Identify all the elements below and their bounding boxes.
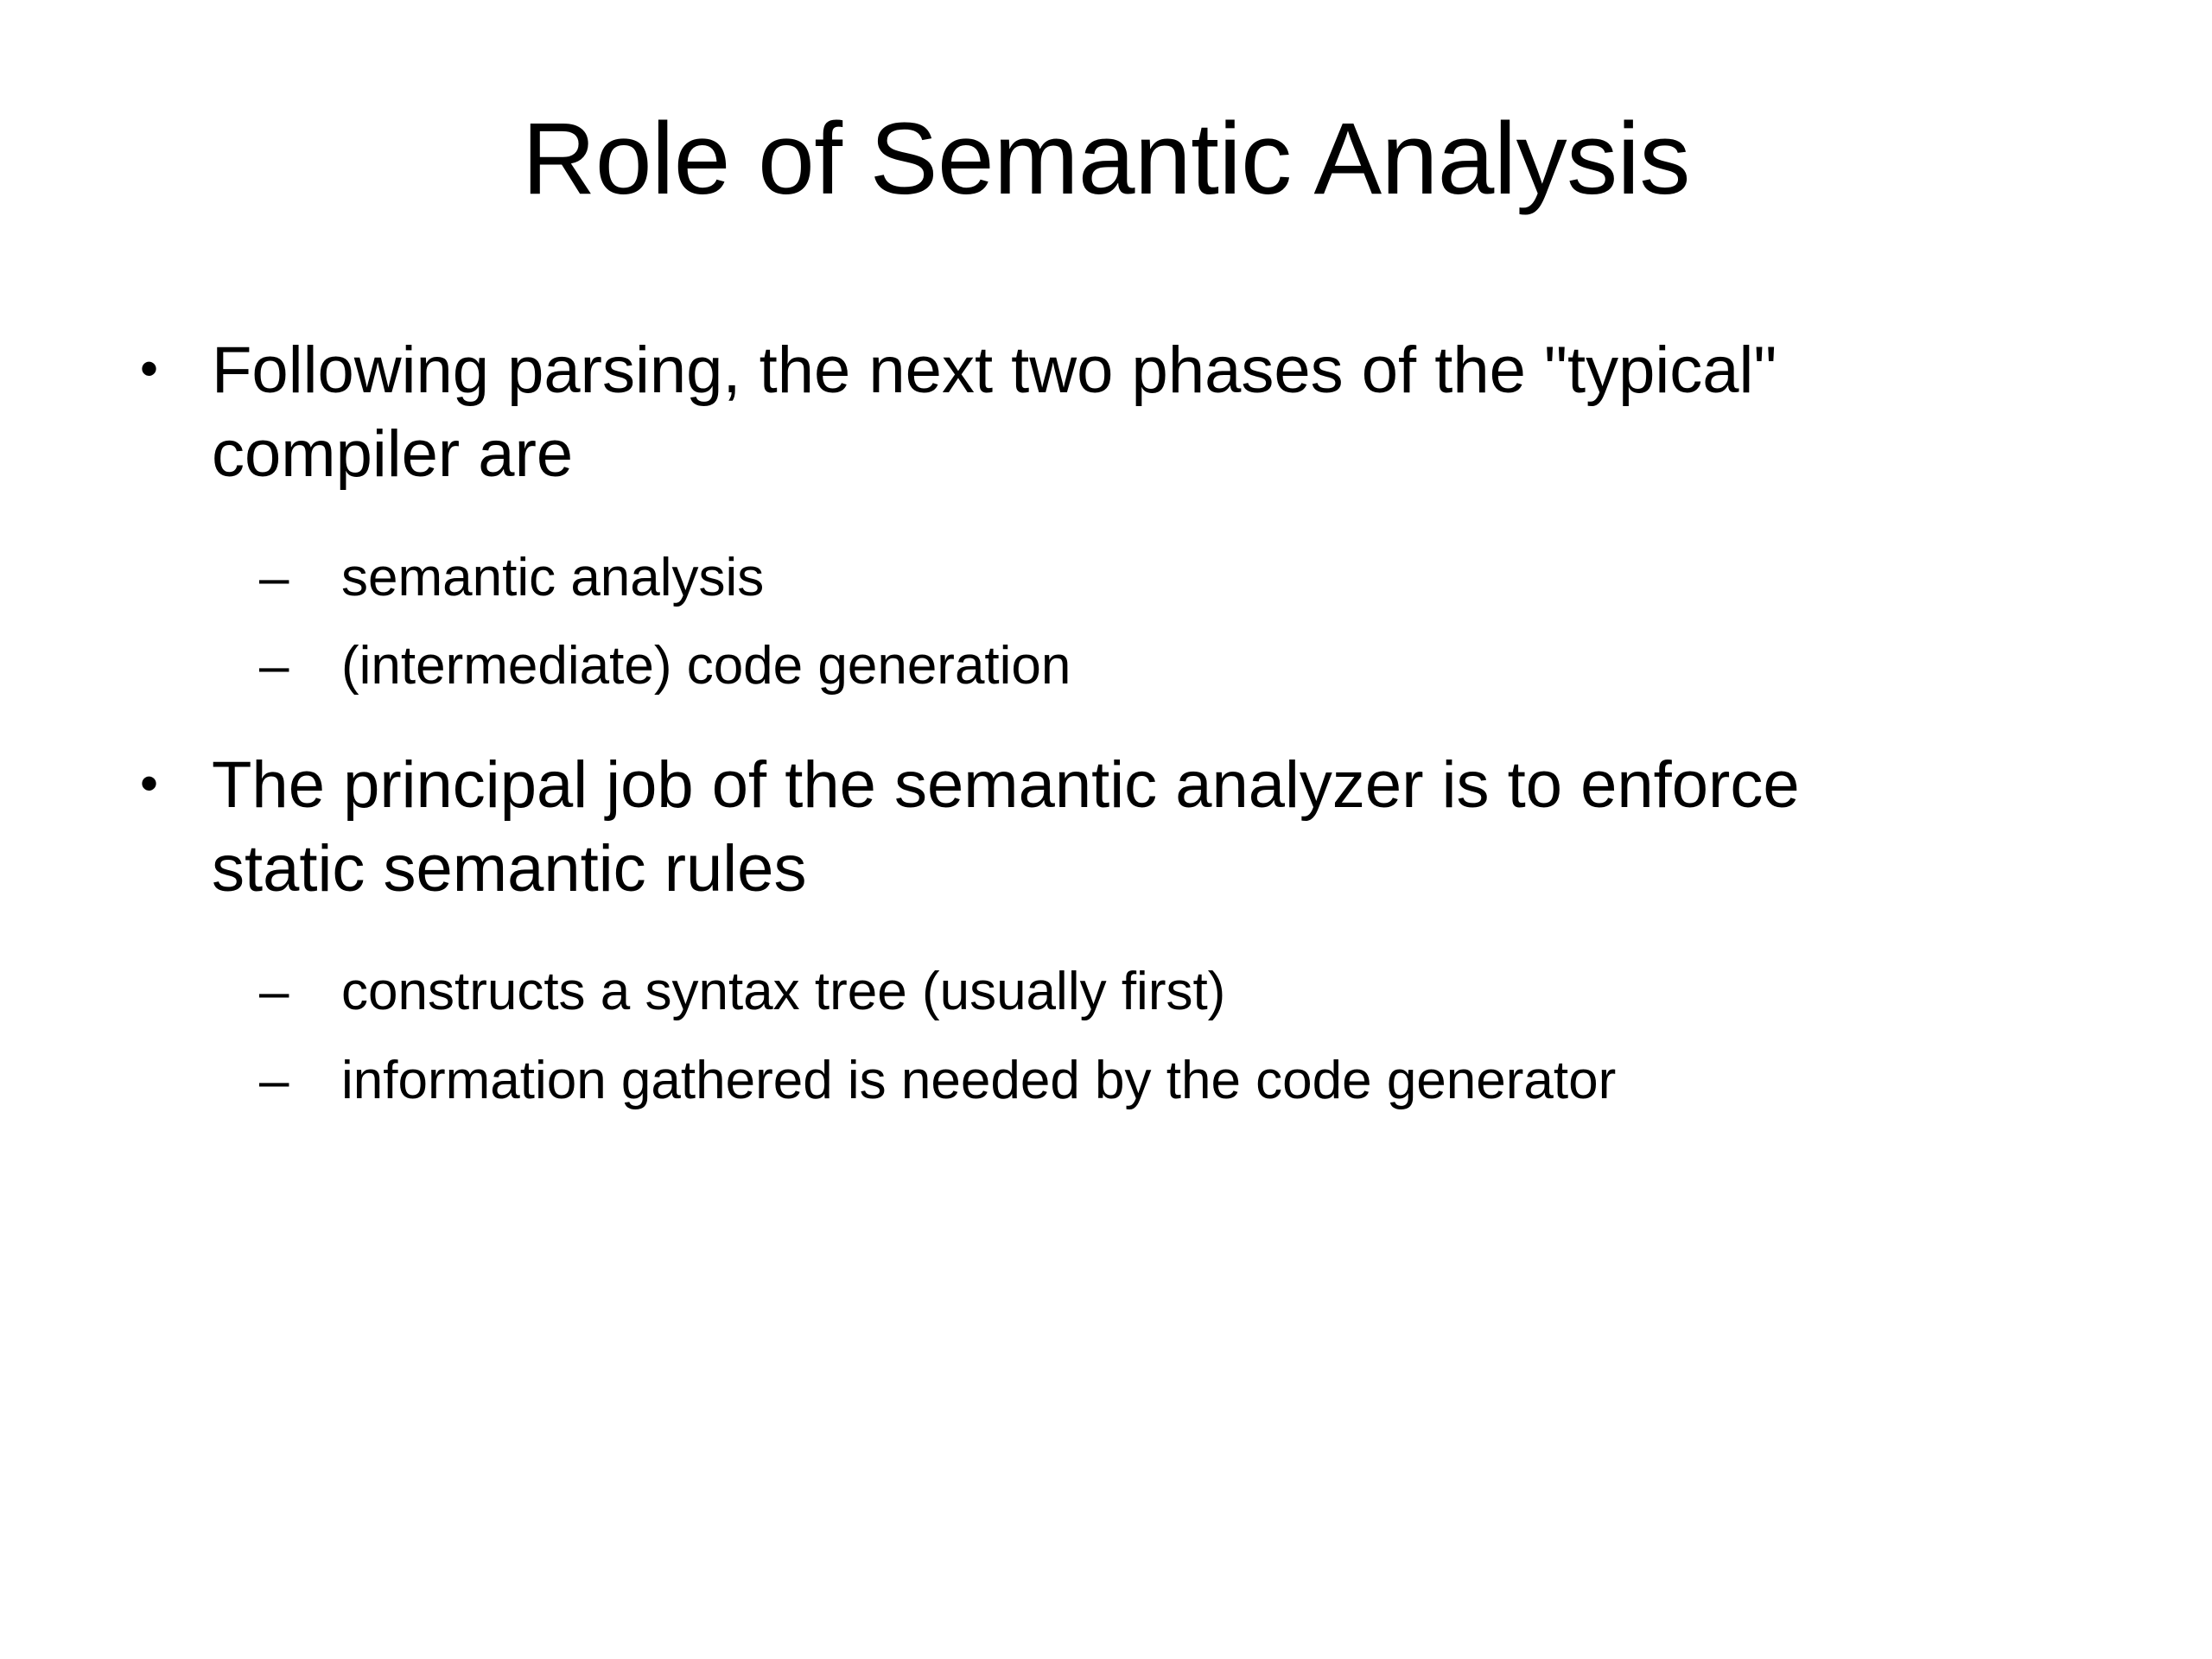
list-item [121, 543, 2126, 613]
dash-marker-icon: – [259, 547, 289, 607]
bullet-marker-icon: • [140, 340, 159, 397]
list-item-text: constructs a syntax tree (usually first) [341, 962, 1226, 1022]
dash-marker-icon: – [259, 636, 289, 696]
bullet-marker-icon: • [140, 753, 159, 812]
list-item-text: semantic analysis [341, 547, 765, 607]
dash-marker-icon: – [259, 962, 289, 1022]
list-item-text: (intermediate) code generation [341, 636, 1071, 696]
list-item-text: information gathered is needed by the code generator [341, 1050, 1617, 1110]
spacer [121, 916, 2126, 938]
list-item [121, 957, 2126, 1027]
spacer [121, 721, 2126, 743]
spacer [121, 502, 2126, 524]
list-item [121, 632, 2126, 702]
list-item [121, 743, 2126, 912]
list-item [121, 328, 2126, 497]
slide-body [121, 328, 2126, 1135]
list-item-text: Following parsing, the next two phases of the "typical" compiler are [212, 334, 1777, 492]
list-item-text: The principal job of the semantic analyzer is to enforce static semantic rules [212, 747, 1800, 906]
list-item [121, 1046, 2126, 1116]
dash-marker-icon: – [259, 1050, 289, 1110]
page-title: Role of Semantic Analysis [522, 102, 1690, 216]
